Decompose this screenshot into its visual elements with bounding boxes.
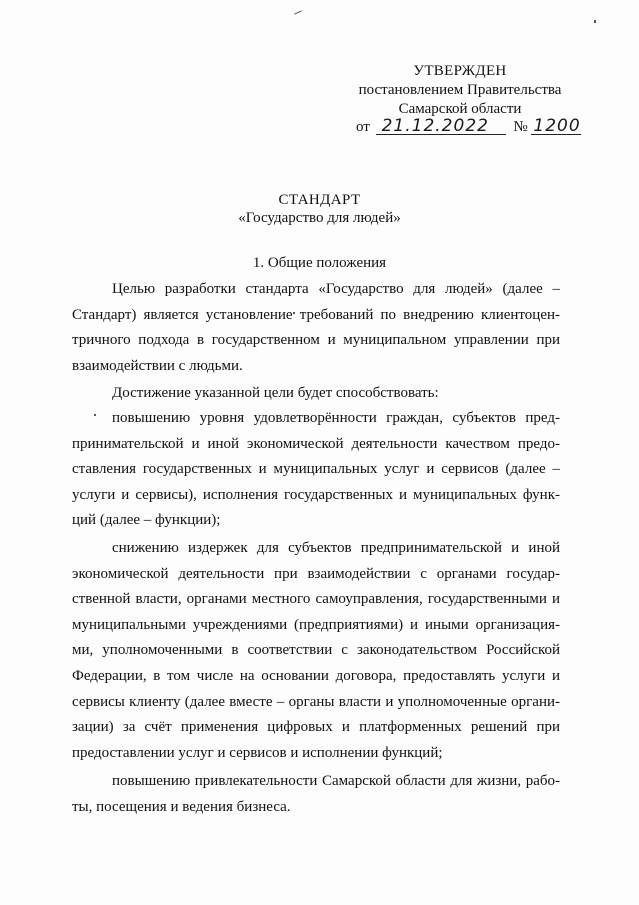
paragraph-line: ты, посещения и ведения бизнеса.	[72, 798, 291, 815]
paragraph-line: повышению привлекательности Самарской области для жизни, рабо-	[112, 773, 560, 789]
approval-issuer-line: постановлением Правительства	[358, 82, 562, 98]
section-heading: 1. Общие положения	[252, 255, 387, 271]
approval-heading: УТВЕРЖДЕН	[413, 63, 507, 79]
number-prefix: №	[513, 119, 528, 135]
paragraph-line: экономической деятельности при взаимодействии с органами государ-	[72, 565, 560, 582]
document-title: СТАНДАРТ	[278, 192, 361, 208]
approval-date-number-line	[356, 118, 596, 136]
paragraph-line: ственной власти, органами местного самоуправления, государственными и	[72, 591, 560, 608]
paragraph-line: ми, уполномоченными в соответствии с законодательством Российской	[72, 642, 560, 659]
paragraph-line: взаимодействии с людьми.	[72, 357, 243, 374]
paragraph-line: Федерации, в том числе на основании договора, предоставлять услуги и	[72, 667, 560, 684]
handwritten-number: 1200	[533, 116, 581, 136]
paragraph-cost-reduction	[72, 536, 560, 766]
paragraph-satisfaction	[72, 406, 560, 534]
paragraph-line: Стандарт) является установление требований по внедрению клиентоцен-	[72, 306, 560, 323]
paragraph-purpose	[72, 277, 560, 379]
paragraph-line: предоставлении услуг и сервисов и исполнении функций;	[72, 744, 443, 761]
scan-mark	[294, 10, 302, 14]
paragraph-line: снижению издержек для субъектов предпринимательской и иной	[112, 540, 560, 556]
paragraph-line: зации) за счёт применения цифровых и платформенных решений при	[72, 719, 560, 736]
paragraph-line: ставления государственных и муниципальных услуг и сервисов (далее –	[72, 461, 560, 478]
handwritten-date: 21.12.2022	[376, 118, 506, 135]
paragraph-line: Достижение указанной цели будет способствовать:	[112, 385, 439, 401]
paragraph-line: Целью разработки стандарта «Государство для людей» (далее –	[112, 281, 560, 297]
paragraph-line: услуги и сервисы), исполнения государственных и муниципальных функ-	[72, 486, 560, 503]
paragraph-line: тричного подхода в государственном и муниципальном управлении при	[72, 332, 560, 349]
paragraph-line: сервисы клиенту (далее вместе – органы власти и уполномоченные органи-	[72, 693, 560, 710]
paragraph-goal-intro	[72, 381, 560, 407]
scan-mark	[594, 20, 596, 23]
paragraph-line: принимательской и иной экономической деятельности качеством предо-	[72, 435, 560, 452]
paragraph-line: муниципальными учреждениями (предприятиями) и иными организация-	[72, 616, 560, 633]
paragraph-line: ций (далее – функции);	[72, 512, 221, 529]
paragraph-line: повышению уровня удовлетворённости граждан, субъектов пред-	[112, 410, 560, 426]
date-prefix: от	[356, 119, 370, 135]
document-subtitle: «Государство для людей»	[238, 210, 401, 226]
paragraph-attractiveness	[72, 769, 560, 820]
approval-region-line: Самарской области	[398, 101, 522, 117]
